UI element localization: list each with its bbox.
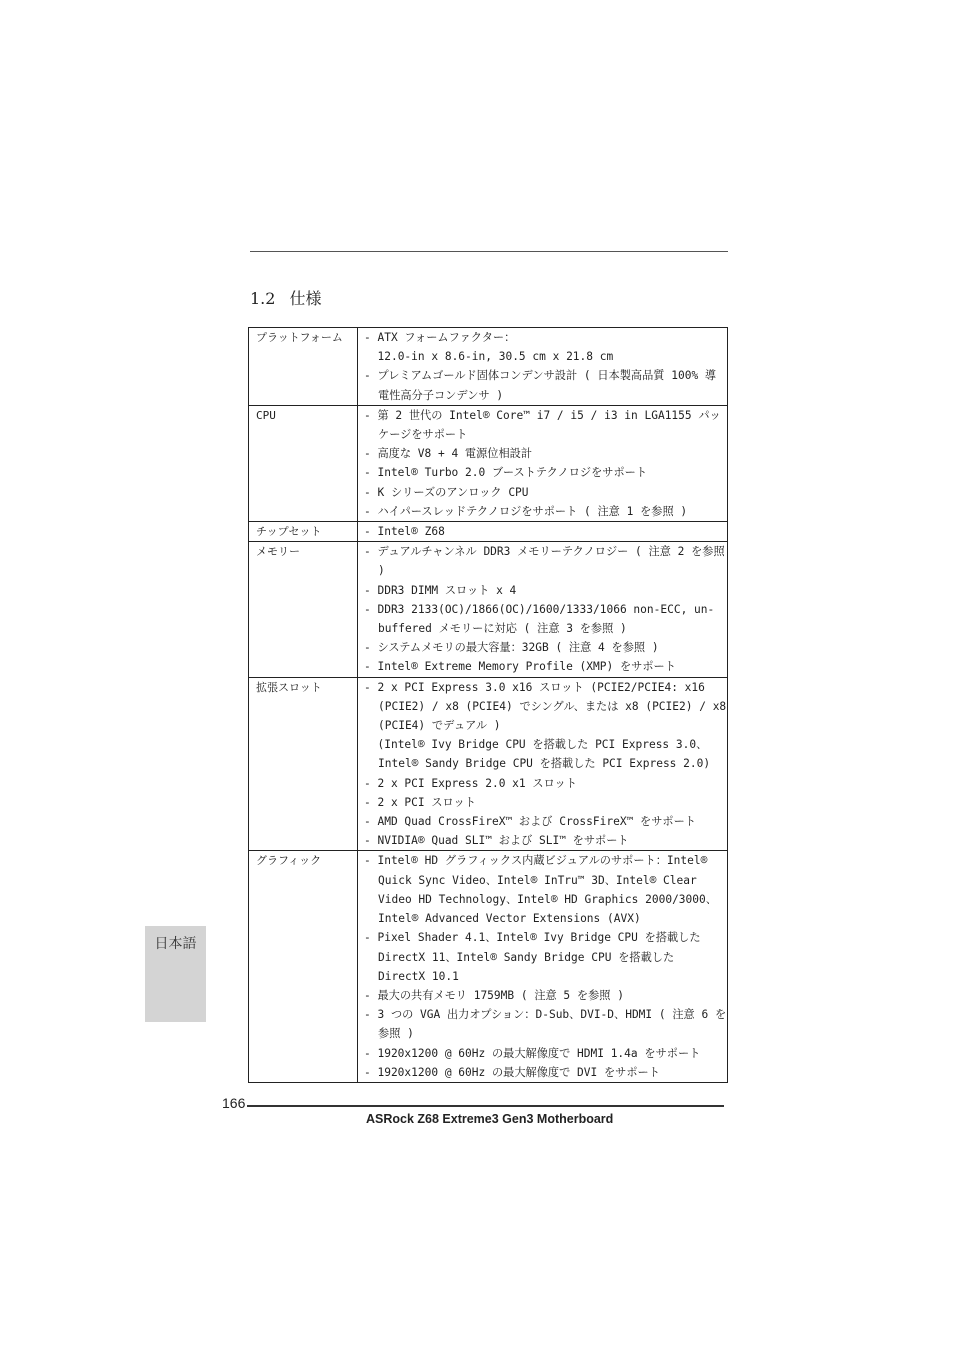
section-number: 1.2 <box>250 289 276 308</box>
spec-values <box>358 405 728 521</box>
spec-item: - Pixel Shader 4.1、Intel® Ivy Bridge CPU を搭載した DirectX 11、Intel® Sandy Bridge CPU を搭載した DirectX 10.1 <box>364 931 708 983</box>
footer-rule <box>247 1105 724 1107</box>
footer-product-name: ASRock Z68 Extreme3 Gen3 Motherboard <box>366 1112 614 1126</box>
spec-item: - 1920x1200 @ 60Hz の最大解像度で DVI をサポート <box>364 1065 660 1079</box>
spec-item: - ハイパースレッドテクノロジをサポート ( 注意 1 を参照 ) <box>364 504 688 518</box>
spec-item: - 第 2 世代の Intel® Core™ i7 / i5 / i3 in LGA1155 パッケージをサポート <box>364 408 721 442</box>
spec-row <box>249 851 728 1082</box>
spec-values <box>358 328 728 406</box>
spec-item: - デュアルチャンネル DDR3 メモリーテクノロジー ( 注意 2 を参照 ) <box>364 545 732 578</box>
spec-table <box>248 327 733 1083</box>
section-heading <box>250 286 321 309</box>
spec-item: - Intel® HD グラフィックス内蔵ビジュアルのサポート：Intel® Quick Sync Video、Intel® InTru™ 3D、Intel® Clear Video HD Technology、Intel® HD Graphics 2000/3000、Intel® Advanced Vector Extensions (AVX) <box>364 854 717 926</box>
spec-row <box>249 328 728 406</box>
spec-item: - 2 x PCI Express 2.0 x1 スロット <box>364 776 577 790</box>
spec-label: 拡張スロット <box>249 677 358 851</box>
spec-item: - 2 x PCI Express 3.0 x16 スロット (PCIE2/PCIE4: x16 (PCIE2) / x8 (PCIE4) でシングル、または x8 (PCIE2) / x8 (PCIE4) でデュアル ) <box>364 680 733 733</box>
section-title-text: 仕様 <box>289 289 322 308</box>
spec-label: CPU <box>249 405 358 521</box>
spec-label: メモリー <box>249 542 358 677</box>
spec-item: - 最大の共有メモリ 1759MB ( 注意 5 を参照 ) <box>364 988 624 1002</box>
spec-values <box>358 677 733 851</box>
language-tab <box>145 926 206 1022</box>
spec-item: - プレミアムゴールド固体コンデンサ設計 ( 日本製高品質 100% 導電性高分子コンデンサ ) <box>364 369 717 402</box>
spec-item: - Intel® Turbo 2.0 ブーストテクノロジをサポート <box>364 466 648 480</box>
spec-item: - 高度な V8 + 4 電源位相設計 <box>364 447 533 461</box>
header-rule <box>250 251 728 252</box>
spec-item: (Intel® Ivy Bridge CPU を搭載した PCI Express 3.0、Intel® Sandy Bridge CPU を搭載した PCI Express 2.0) <box>364 738 711 771</box>
spec-item: - 2 x PCI スロット <box>364 795 476 809</box>
spec-item: - NVIDIA® Quad SLI™ および SLI™ をサポート <box>364 834 629 848</box>
spec-item: - Intel® Extreme Memory Profile (XMP) をサポート <box>364 660 676 674</box>
spec-item: - 3 つの VGA 出力オプション：D-Sub、DVI-D、HDMI ( 注意 6 を参照 ) <box>364 1008 727 1041</box>
spec-row <box>249 405 728 521</box>
spec-item: - 1920x1200 @ 60Hz の最大解像度で HDMI 1.4a をサポート <box>364 1046 701 1060</box>
spec-item: - ATX フォームファクター： <box>364 331 516 344</box>
spec-label: チップセット <box>249 522 358 542</box>
spec-row <box>249 677 728 851</box>
spec-item: - システムメモリの最大容量：32GB ( 注意 4 を参照 ) <box>364 641 659 655</box>
spec-label: グラフィック <box>249 851 358 1082</box>
spec-row <box>249 522 728 542</box>
spec-item: - Intel® Z68 <box>364 525 445 539</box>
spec-values <box>358 522 728 542</box>
spec-values <box>358 851 728 1082</box>
spec-row <box>249 542 728 677</box>
page-number: 166 <box>222 1095 246 1111</box>
language-tab-label: 日本語 <box>154 936 197 952</box>
spec-label: プラットフォーム <box>249 328 358 406</box>
spec-item: - DDR3 2133(OC)/1866(OC)/1600/1333/1066 non-ECC, un-buffered メモリーに対応 ( 注意 3 を参照 ) <box>364 602 715 636</box>
spec-item: 12.0-in x 8.6-in, 30.5 cm x 21.8 cm <box>364 350 614 364</box>
spec-item: - DDR3 DIMM スロット x 4 <box>364 583 517 597</box>
spec-values <box>358 542 732 677</box>
spec-item: - AMD Quad CrossFireX™ および CrossFireX™ をサポート <box>364 815 696 829</box>
spec-table-body <box>249 328 733 1083</box>
spec-item: - K シリーズのアンロック CPU <box>364 485 529 499</box>
